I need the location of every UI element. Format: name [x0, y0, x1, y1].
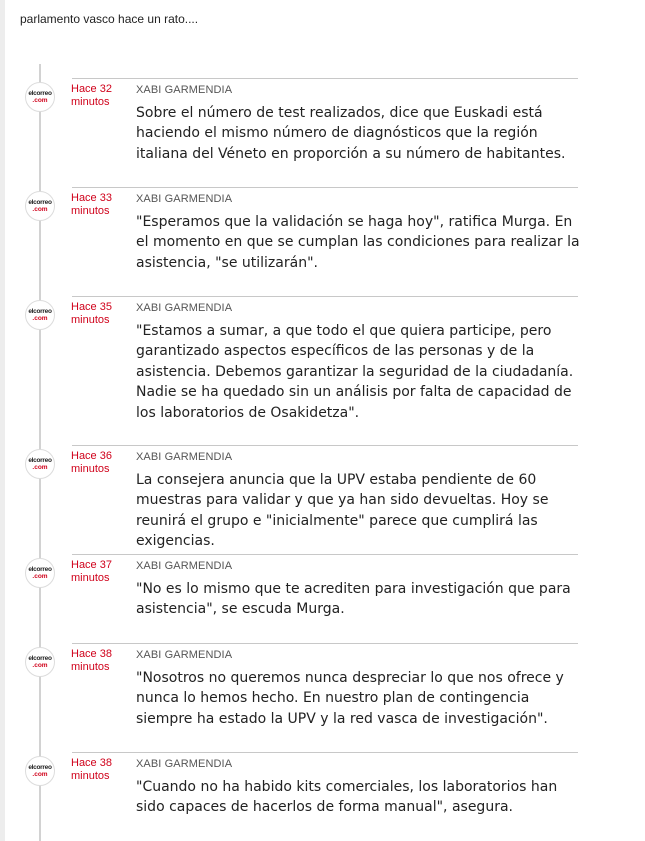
entry-time: Hace 33 minutos: [71, 192, 112, 217]
entry-time: Hace 36 minutos: [71, 450, 112, 475]
logo-text-bottom: .com: [32, 662, 48, 669]
entry-divider: [72, 187, 578, 188]
entry-author: XABI GARMENDIA: [136, 193, 233, 205]
logo-text-top: elcorreo: [28, 199, 52, 206]
entry-divider: [72, 445, 578, 446]
logo-text-bottom: .com: [32, 771, 48, 778]
entry-author: XABI GARMENDIA: [136, 560, 233, 572]
entry-text: "Nosotros no queremos nunca despreciar lo que nos ofrece y nunca lo hemos hecho. En nuestro plan de contingencia siempre ha estado la UPV y la red vasca de investigación".: [136, 670, 564, 727]
logo-text-top: elcorreo: [28, 90, 52, 97]
entry-divider: [72, 752, 578, 753]
entry-divider: [72, 643, 578, 644]
entry-text: Sobre el número de test realizados, dice que Euskadi está haciendo el mismo número de diagnósticos que la región italiana del Véneto en proporción a su número de habitantes.: [136, 105, 566, 162]
elcorreo-logo-icon: [25, 82, 55, 112]
logo-text-bottom: .com: [32, 206, 48, 213]
entry-text: "Esperamos que la validación se haga hoy", ratifica Murga. En el momento en que se cumplan las condiciones para realizar la asistencia, "se utilizarán".: [136, 214, 580, 271]
entry-divider: [72, 78, 578, 79]
logo-text-top: elcorreo: [28, 566, 52, 573]
header-caption: parlamento vasco hace un rato....: [20, 12, 199, 26]
entry-author: XABI GARMENDIA: [136, 302, 233, 314]
logo-text-top: elcorreo: [28, 308, 52, 315]
logo-text-bottom: .com: [32, 315, 48, 322]
logo-text-top: elcorreo: [28, 457, 52, 464]
elcorreo-logo-icon: [25, 300, 55, 330]
entry-time: Hace 35 minutos: [71, 301, 112, 326]
logo-text-bottom: .com: [32, 573, 48, 580]
logo-text-bottom: .com: [32, 464, 48, 471]
entry-text: "No es lo mismo que te acrediten para investigación que para asistencia", se escuda Murga.: [136, 581, 571, 618]
logo-text-top: elcorreo: [28, 764, 52, 771]
entry-time: Hace 38 minutos: [71, 648, 112, 673]
entry-divider: [72, 296, 578, 297]
elcorreo-logo-icon: [25, 647, 55, 677]
entry-author: XABI GARMENDIA: [136, 758, 233, 770]
elcorreo-logo-icon: [25, 449, 55, 479]
left-border-strip: [0, 0, 5, 841]
entry-text: "Estamos a sumar, a que todo el que quiera participe, pero garantizado aspectos específicos de las personas y de la asistencia. Debemos garantizar la seguridad de la ciudadanía. Nadie se ha quedado sin un análisis por falta de capacidad de los laboratorios de Osakidetza".: [136, 323, 574, 421]
elcorreo-logo-icon: [25, 756, 55, 786]
entry-author: XABI GARMENDIA: [136, 649, 233, 661]
entry-divider: [72, 554, 578, 555]
logo-text-bottom: .com: [32, 97, 48, 104]
entry-author: XABI GARMENDIA: [136, 451, 233, 463]
logo-text-top: elcorreo: [28, 655, 52, 662]
entry-author: XABI GARMENDIA: [136, 84, 233, 96]
entry-text: "Cuando no ha habido kits comerciales, los laboratorios han sido capaces de hacerlos de forma manual", asegura.: [136, 779, 558, 816]
entry-time: Hace 37 minutos: [71, 559, 112, 584]
elcorreo-logo-icon: [25, 191, 55, 221]
entry-text: La consejera anuncia que la UPV estaba pendiente de 60 muestras para validar y que ya han sido devueltas. Hoy se reunirá el grupo e "inicialmente" parece que cumplirá las exigencias.: [136, 472, 549, 550]
entry-time: Hace 38 minutos: [71, 757, 112, 782]
elcorreo-logo-icon: [25, 558, 55, 588]
entry-time: Hace 32 minutos: [71, 83, 112, 108]
